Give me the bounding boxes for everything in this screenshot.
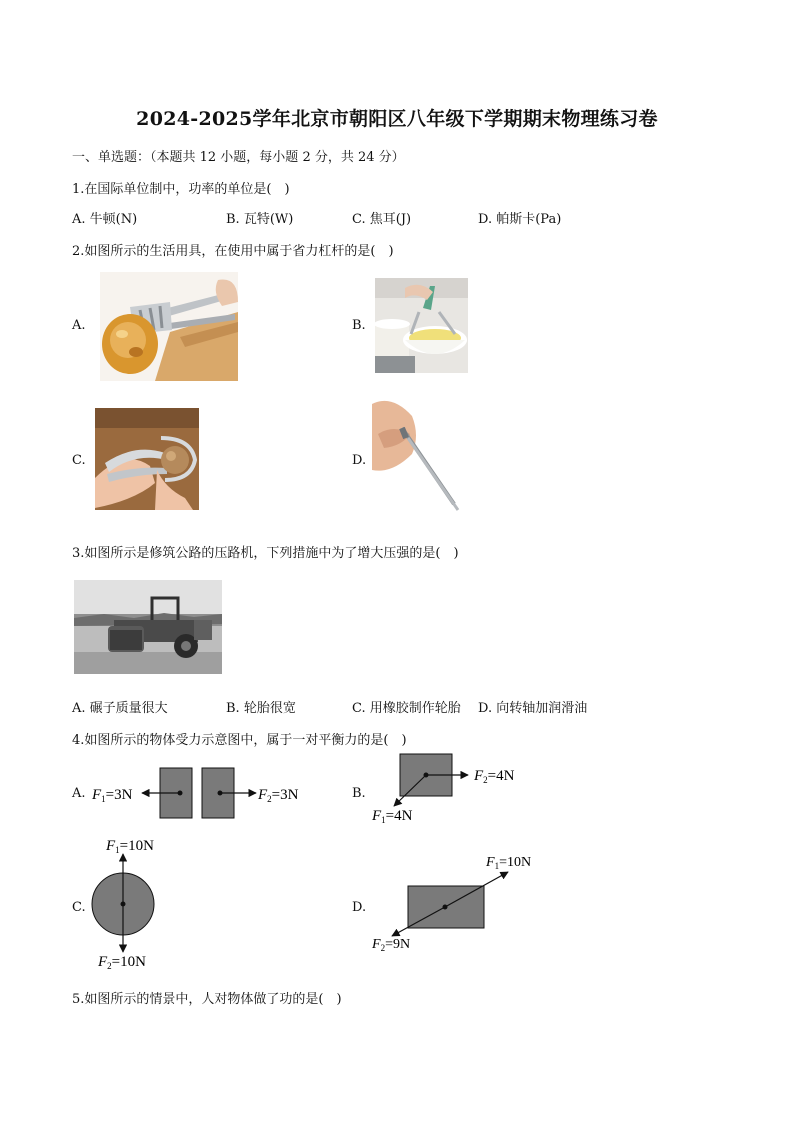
label-f1-symbol: F: [372, 808, 382, 824]
q2-label-b: B.: [352, 318, 366, 333]
label-f2-symbol: F: [372, 937, 381, 952]
q4-label-a: A.: [72, 786, 86, 801]
label-f2-value: =3N: [271, 787, 299, 803]
label-f2-sub: 2: [380, 943, 386, 953]
label-f1-symbol: F: [486, 855, 495, 870]
label-f2-symbol: F: [258, 787, 268, 803]
force-diagram-c: [88, 834, 188, 974]
q4-stem: 4.如图所示的物体受力示意图中，属于一对平衡力的是( ): [72, 733, 407, 748]
svg-text:F1=10N: [105, 838, 154, 855]
q2-label-c: C.: [72, 453, 86, 468]
label-f2-sub: 2: [483, 775, 488, 785]
label-f1-sub: 1: [494, 861, 500, 871]
label-f2-symbol: F: [474, 768, 484, 784]
q3-option-c: C. 用橡胶制作轮胎: [352, 701, 461, 716]
label-f1-value: =3N: [105, 787, 133, 803]
q4-label-d: D.: [352, 900, 367, 915]
q4-label-c: C.: [72, 900, 86, 915]
label-f2-sub: 2: [107, 961, 112, 971]
section-heading: 一、单选题：（本题共 12 小题，每小题 2 分，共 24 分）: [72, 150, 405, 165]
label-f1-symbol: F: [92, 787, 102, 803]
label-f1-value: =10N: [119, 838, 154, 854]
q1-stem: 1.在国际单位制中，功率的单位是( ): [72, 182, 290, 197]
q1-option-d: D. 帕斯卡(Pa): [478, 212, 562, 227]
label-f2-value: =9N: [385, 937, 411, 952]
nutcracker-photo: [95, 408, 199, 510]
road-roller-photo: [74, 580, 222, 674]
svg-text:F2=9N: [371, 937, 410, 953]
label-f1-sub: 1: [101, 794, 106, 804]
q2-label-a: A.: [72, 318, 86, 333]
q3-stem: 3.如图所示是修筑公路的压路机，下列措施中为了增大压强的是( ): [72, 546, 459, 561]
label-f1-symbol: F: [106, 838, 116, 854]
q1-option-b: B. 瓦特(W): [226, 212, 294, 227]
label-f2-value: =10N: [111, 954, 146, 970]
q4-label-b: B.: [352, 786, 366, 801]
q1-option-c: C. 焦耳(J): [352, 212, 412, 227]
q2-stem: 2.如图所示的生活用具，在使用中属于省力杠杆的是( ): [72, 244, 394, 259]
svg-text:F1=4N: [371, 808, 413, 825]
q3-option-a: A. 碾子质量很大: [72, 701, 168, 716]
q3-option-b: B. 轮胎很宽: [226, 701, 296, 716]
label-f1-value: =4N: [385, 808, 413, 824]
tongs-photo: [100, 272, 238, 381]
tweezers-photo: [372, 394, 464, 516]
q1-option-a: A. 牛顿(N): [72, 212, 138, 227]
svg-text:F1=10N: [485, 855, 531, 871]
svg-text:F2=3N: [257, 787, 299, 804]
svg-text:F2=4N: [473, 768, 515, 785]
label-f1-sub: 1: [115, 845, 120, 855]
svg-text:F1=3N: [91, 787, 133, 804]
q2-label-d: D.: [352, 453, 367, 468]
force-diagram-b: [368, 748, 538, 830]
force-diagram-d: [368, 852, 548, 956]
label-f2-symbol: F: [98, 954, 108, 970]
q3-option-d: D. 向转轴加润滑油: [478, 701, 588, 716]
label-f2-sub: 2: [267, 794, 272, 804]
label-f1-value: =10N: [499, 855, 532, 870]
force-diagram-a: [90, 760, 320, 824]
bowl-clip-photo: [375, 278, 468, 373]
label-f2-value: =4N: [487, 768, 515, 784]
svg-text:F2=10N: [97, 954, 146, 971]
label-f1-sub: 1: [381, 815, 386, 825]
q5-stem: 5.如图所示的情景中，人对物体做了功的是( ): [72, 992, 342, 1007]
page-title: 2024-2025学年北京市朝阳区八年级下学期期末物理练习卷: [136, 108, 658, 130]
